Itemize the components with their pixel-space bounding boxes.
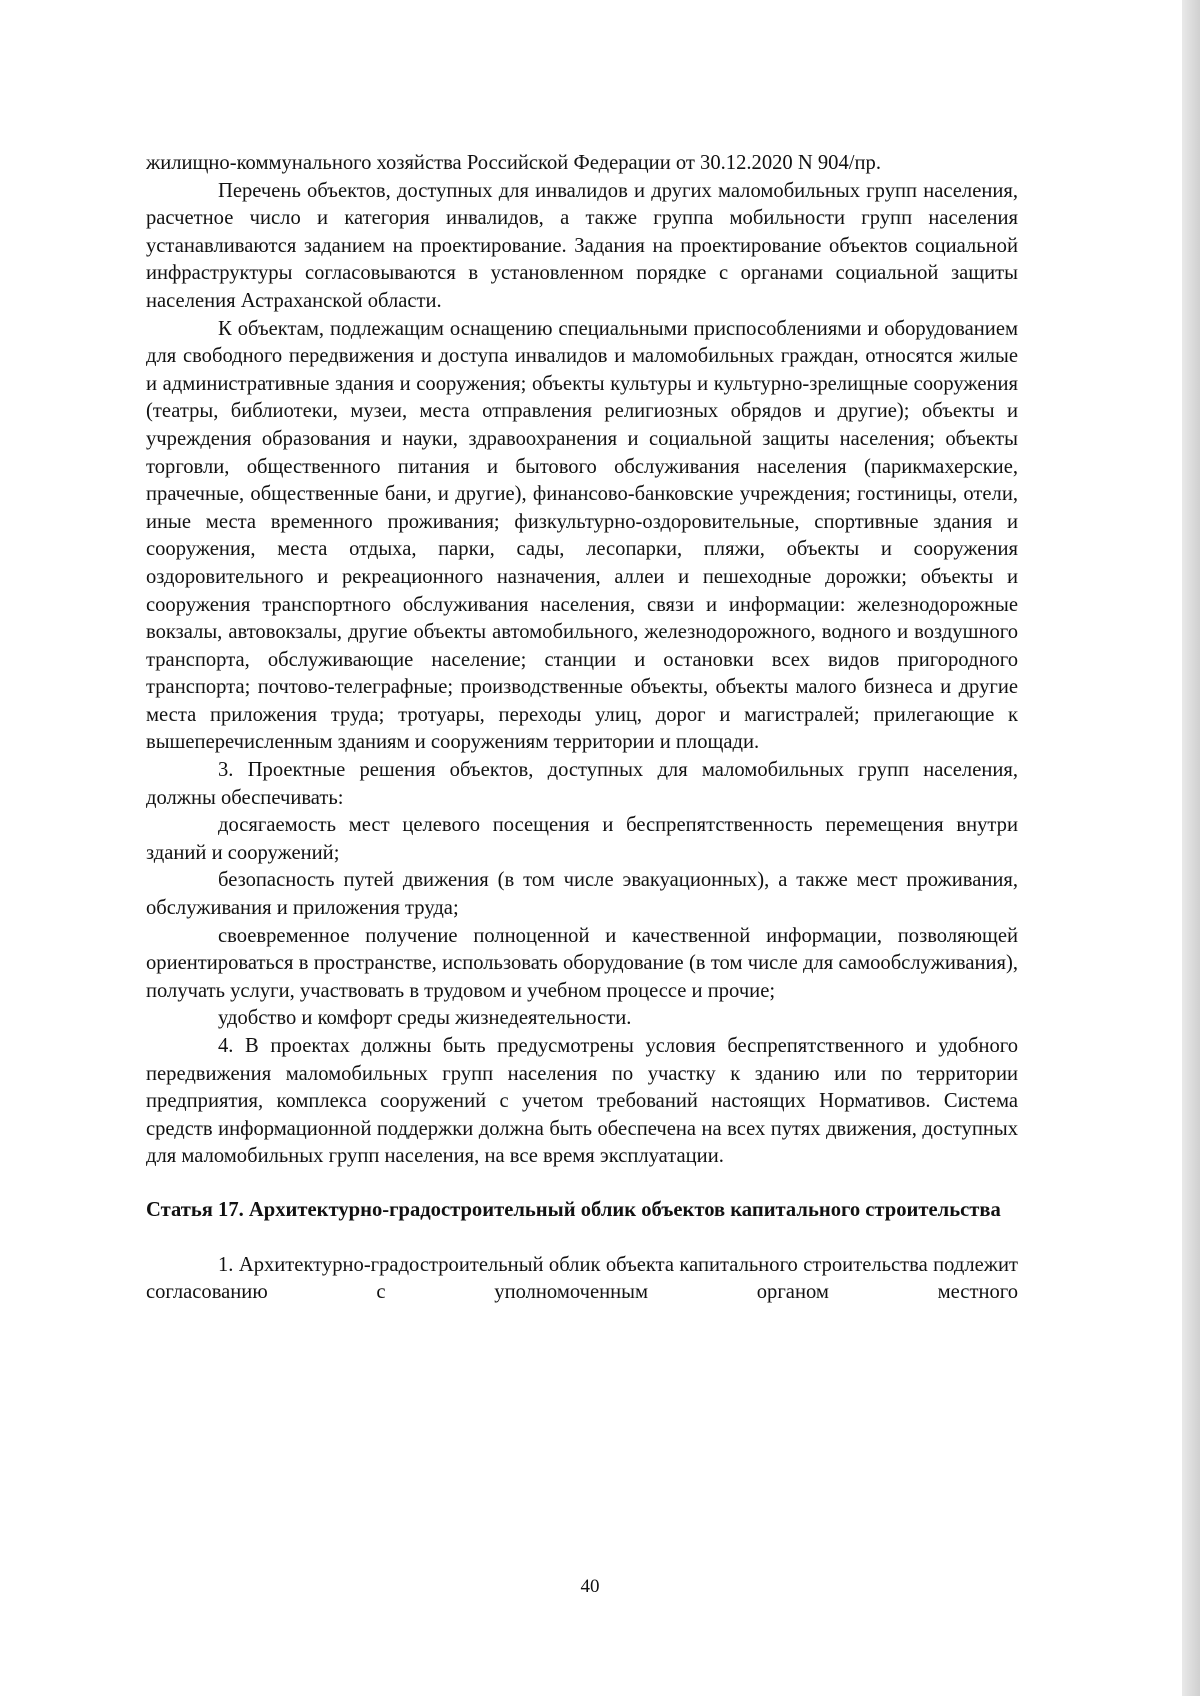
paragraph: 3. Проектные решения объектов, доступных для маломобильных групп населения, должны обеспечивать: [146,759,1018,809]
paragraph: Перечень объектов, доступных для инвалидов и других маломобильных групп населения, расчетное число и категория инвалидов, а также группа мобильности групп населения устанавливаются заданием на проектирование. Задания на проектирование объектов социальной инфраструктуры согласовываются в установленном порядке с органами социальной защиты населения Астраханской области. [146,179,1018,312]
paragraph: удобство и комфорт среды жизнедеятельности. [218,1007,632,1030]
paragraph: своевременное получение полноценной и качественной информации, позволяющей ориентироваться в пространстве, использовать оборудование (в том числе для самообслуживания), получать услуги, участвовать в трудовом и учебном процессе и прочие; [146,924,1018,1002]
article-title: Статья 17. Архитектурно-градостроительный облик объектов капитального строительства [146,1198,1001,1221]
paragraph: безопасность путей движения (в том числе эвакуационных), а также мест проживания, обслуживания и приложения труда; [146,869,1018,920]
paragraph: 1. Архитектурно-градостроительный облик объекта капитального строительства подлежит согласованию с уполномоченным органом местного [146,1253,1018,1304]
paragraph: 4. В проектах должны быть предусмотрены условия беспрепятственного и удобного передвижения маломобильных групп населения по участку к зданию или по территории предприятия, комплекса сооружений с учетом требований настоящих Нормативов. Система средств информационной поддержки должна быть обеспечена на всех путях движения, доступных для маломобильных групп населения, на все время эксплуатации. [146,1035,1018,1168]
paragraph: К объектам, подлежащим оснащению специальными приспособлениями и оборудованием для свободного передвижения и доступа инвалидов и маломобильных граждан, относятся жилые и административные здания и сооружения; объекты культуры и культурно-зрелищные сооружения (театры, библиотеки, музеи, места отправления религиозных обрядов и другие); объекты и учреждения образования и науки, здравоохранения и социальной защиты населения; объекты торговли, общественного питания и бытового обслуживания населения (парикмахерские, прачечные, общественные бани, и другие), финансово-банковские учреждения; гостиницы, отели, иные места временного проживания; физкультурно-оздоровительные, спортивные здания и сооружения, места отдыха, парки, сады, лесопарки, пляжи, объекты и сооружения оздоровительного и рекреационного назначения, аллеи и пешеходные дорожки; объекты и сооружения транспортного обслуживания населения, связи и информации: железнодорожные вокзалы, автовокзалы, другие объекты автомобильного, железнодорожного, водного и воздушного транспорта, обслуживающие население; станции и остановки всех видов пригородного транспорта; почтово-телеграфные; производственные объекты, объекты малого бизнеса и другие места приложения труда; тротуары, переходы улиц, дорог и магистралей; прилегающие к вышеперечисленным зданиям и сооружениям территории и площади. [146,317,1018,754]
page-number: 40 [580,1576,600,1597]
paragraph: досягаемость мест целевого посещения и беспрепятственность перемещения внутри зданий и сооружений; [146,814,1018,864]
document-body [146,150,1018,1307]
page-edge-shadow [1182,0,1200,1696]
paragraph: жилищно-коммунального хозяйства Российской Федерации от 30.12.2020 N 904/пр. [146,152,881,174]
